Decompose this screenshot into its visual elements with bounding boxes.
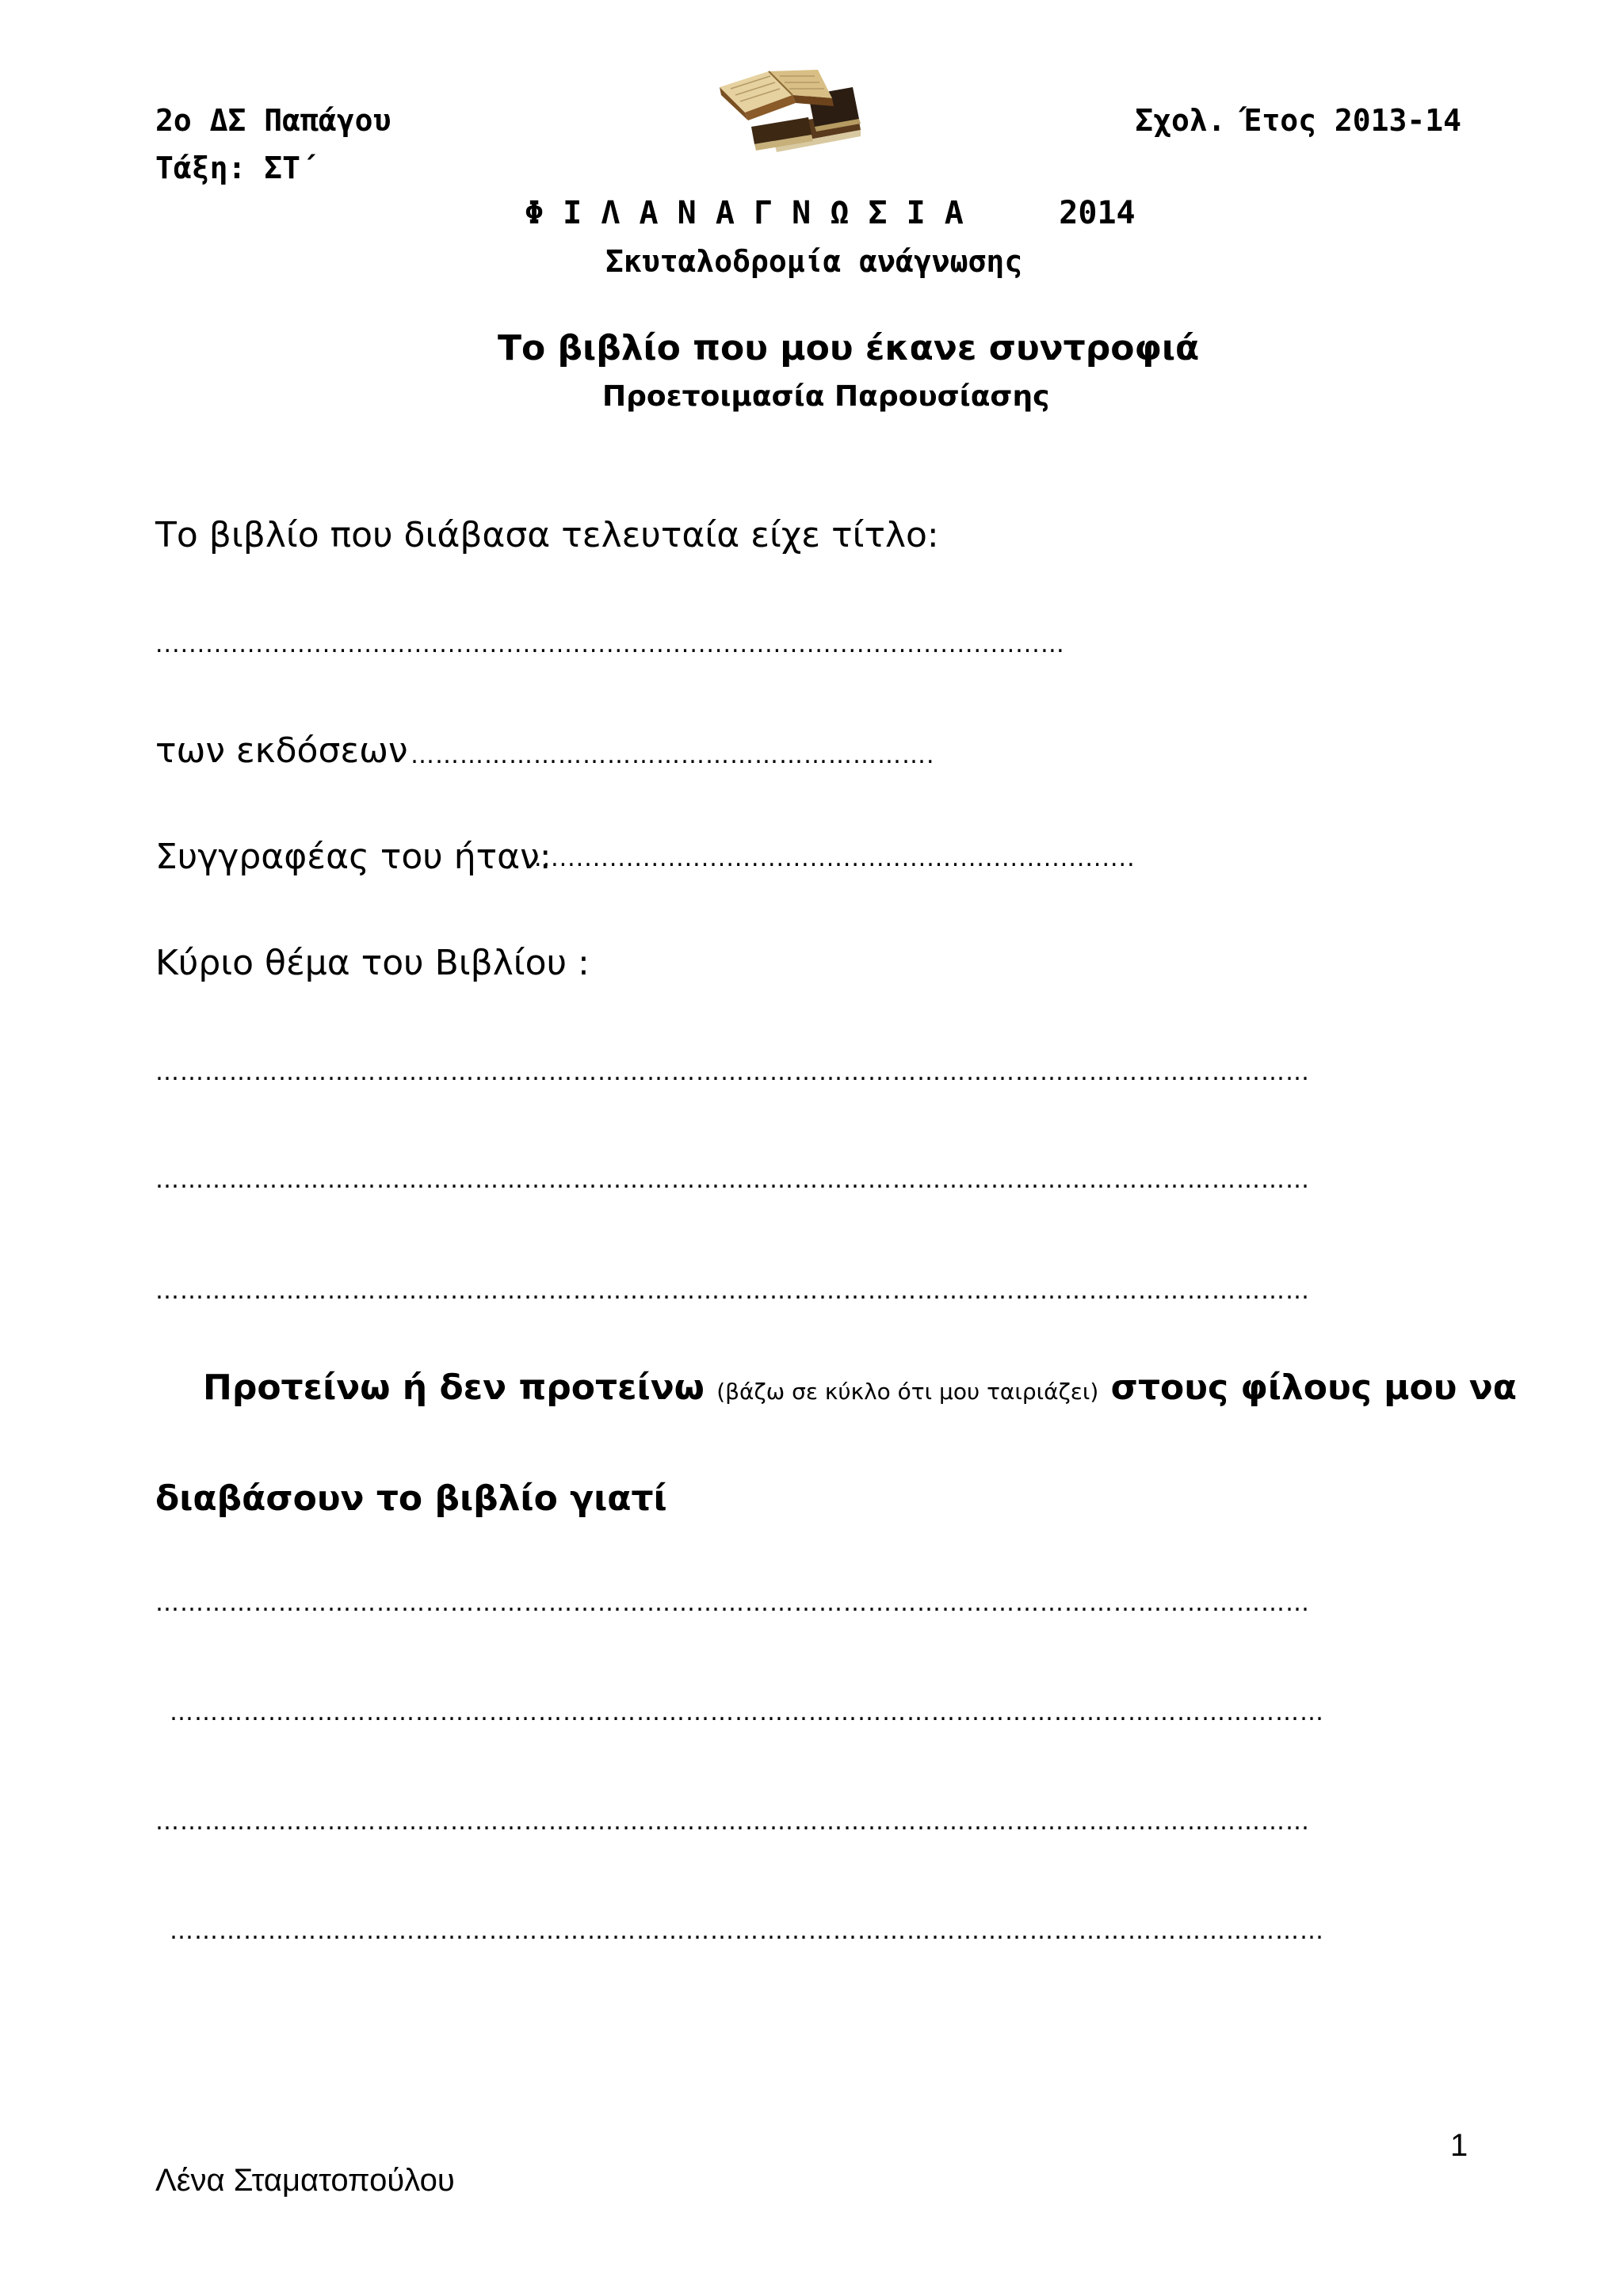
- class-label: Τάξη: ΣΤ΄: [155, 151, 319, 185]
- reason-line-1[interactable]: ……………………………………………………………………………………………………………………………: [155, 1589, 1310, 1617]
- reason-line-4[interactable]: ……………………………………………………………………………………………………………………………: [170, 1917, 1324, 1945]
- theme-label: Κύριο θέμα του Βιβλίου :: [155, 943, 590, 983]
- recommend-note: (βάζω σε κύκλο ότι μου ταιριάζει): [716, 1379, 1099, 1405]
- publisher-label: των εκδόσεων: [155, 730, 408, 771]
- reason-line-3[interactable]: ……………………………………………………………………………………………………………………………: [155, 1808, 1310, 1836]
- open-books-icon: [713, 63, 864, 166]
- author-field[interactable]: ........................................................................: [534, 845, 1136, 872]
- page-subtitle: Προετοιμασία Παρουσίασης: [602, 380, 1050, 413]
- page-number: 1: [1450, 2128, 1468, 2163]
- project-title: Φ Ι Λ Α Ν Α Γ Ν Ω Σ Ι Α 2014: [525, 195, 1136, 231]
- theme-line-2[interactable]: ……………………………………………………………………………………………………………………………: [155, 1166, 1310, 1194]
- school-year: Σχολ. Έτος 2013-14: [1135, 103, 1461, 138]
- recommend-options[interactable]: Προτείνω ή δεν προτείνω: [203, 1367, 705, 1408]
- recommend-line-2: διαβάσουν το βιβλίο γιατί: [155, 1478, 667, 1519]
- book-title-field[interactable]: ..........................................................................................................…: [155, 631, 1065, 658]
- recommend-continuation: στους φίλους μου να: [1110, 1367, 1517, 1408]
- author-label: Συγγραφέας του ήταν:: [155, 837, 552, 877]
- project-subtitle: Σκυταλοδρομία ανάγνωσης: [605, 244, 1023, 279]
- publisher-field[interactable]: ……………………………………………………….: [411, 742, 935, 769]
- theme-line-3[interactable]: ……………………………………………………………………………………………………………………………: [155, 1277, 1310, 1305]
- school-name: 2ο ΔΣ Παπάγου: [155, 103, 391, 138]
- book-title-label: Το βιβλίο που διάβασα τελευταία είχε τίτλο:: [155, 515, 939, 555]
- recommend-line-1: [203, 1367, 1517, 1408]
- reason-line-2[interactable]: ……………………………………………………………………………………………………………………………: [170, 1699, 1324, 1726]
- theme-line-1[interactable]: ……………………………………………………………………………………………………………………………: [155, 1058, 1310, 1086]
- footer-author: Λένα Σταματοπούλου: [155, 2163, 455, 2198]
- page-title: Το βιβλίο που μου έκανε συντροφιά: [498, 328, 1200, 368]
